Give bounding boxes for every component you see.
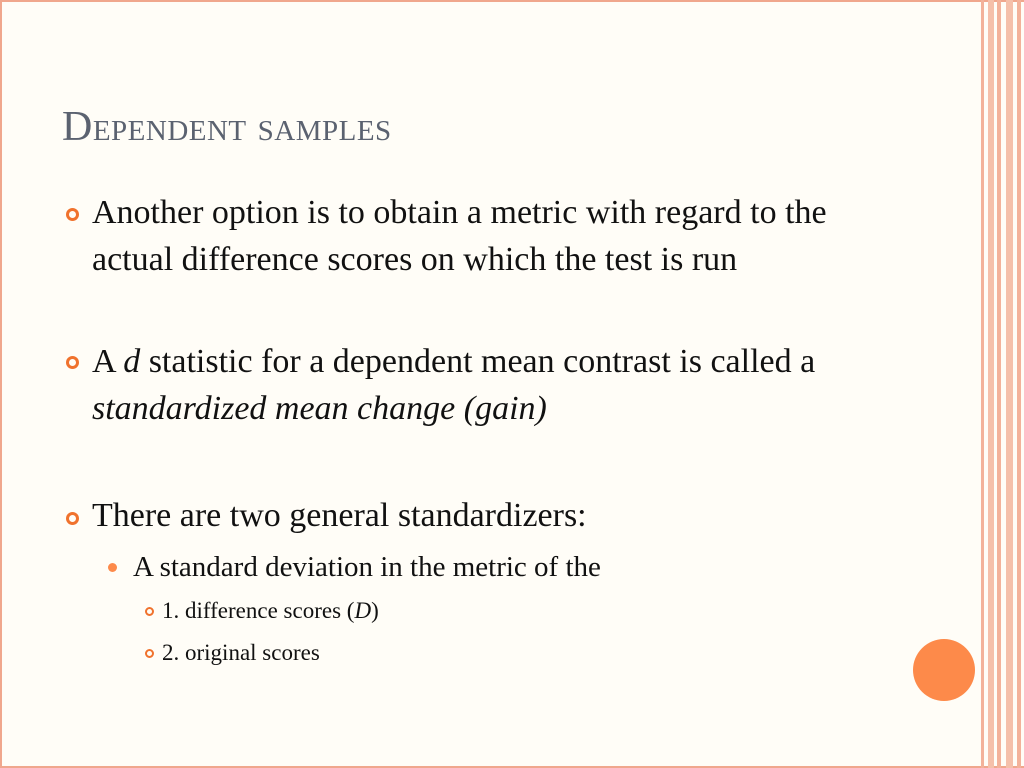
d-statistic-symbol: d — [123, 343, 141, 380]
filled-circle-bullet-icon — [108, 563, 117, 572]
difference-score-symbol: D — [354, 598, 372, 623]
sub-sub-bullet-1-prefix: 1. difference scores ( — [162, 598, 355, 623]
decorative-stripe — [981, 0, 984, 768]
decorative-stripe — [1017, 0, 1021, 768]
sub-sub-bullet-text-2: 2. original scores — [162, 640, 320, 665]
hollow-circle-bullet-icon — [66, 208, 79, 221]
sub-sub-bullet-text-1 — [162, 596, 862, 626]
left-border-line — [0, 0, 2, 768]
sub-sub-bullet-1-suffix: ) — [371, 598, 379, 623]
bullet-text-2-middle: statistic for a dependent mean contrast is called a — [140, 343, 816, 380]
bullet-text-2 — [92, 338, 872, 432]
decorative-stripe — [1006, 0, 1013, 768]
decorative-stripe — [988, 0, 994, 768]
top-border-line — [0, 0, 1024, 2]
decorative-stripe — [997, 0, 1001, 768]
orange-circle-decoration — [913, 639, 975, 701]
bullet-text-3: There are two general standardizers: — [92, 497, 587, 534]
standardized-mean-change-term: standardized mean change (gain) — [92, 390, 547, 427]
hollow-circle-bullet-icon — [66, 356, 79, 369]
bullet-text-1: Another option is to obtain a metric with regard to the actual difference scores on which the test is run — [92, 194, 827, 278]
sub-bullet-text-1: A standard deviation in the metric of the — [133, 551, 601, 583]
hollow-circle-bullet-icon — [145, 607, 154, 616]
hollow-circle-bullet-icon — [66, 512, 79, 525]
slide-title: Dependent samples — [62, 104, 392, 150]
bullet-text-2-prefix: A — [92, 343, 124, 380]
hollow-circle-bullet-icon — [145, 649, 154, 658]
